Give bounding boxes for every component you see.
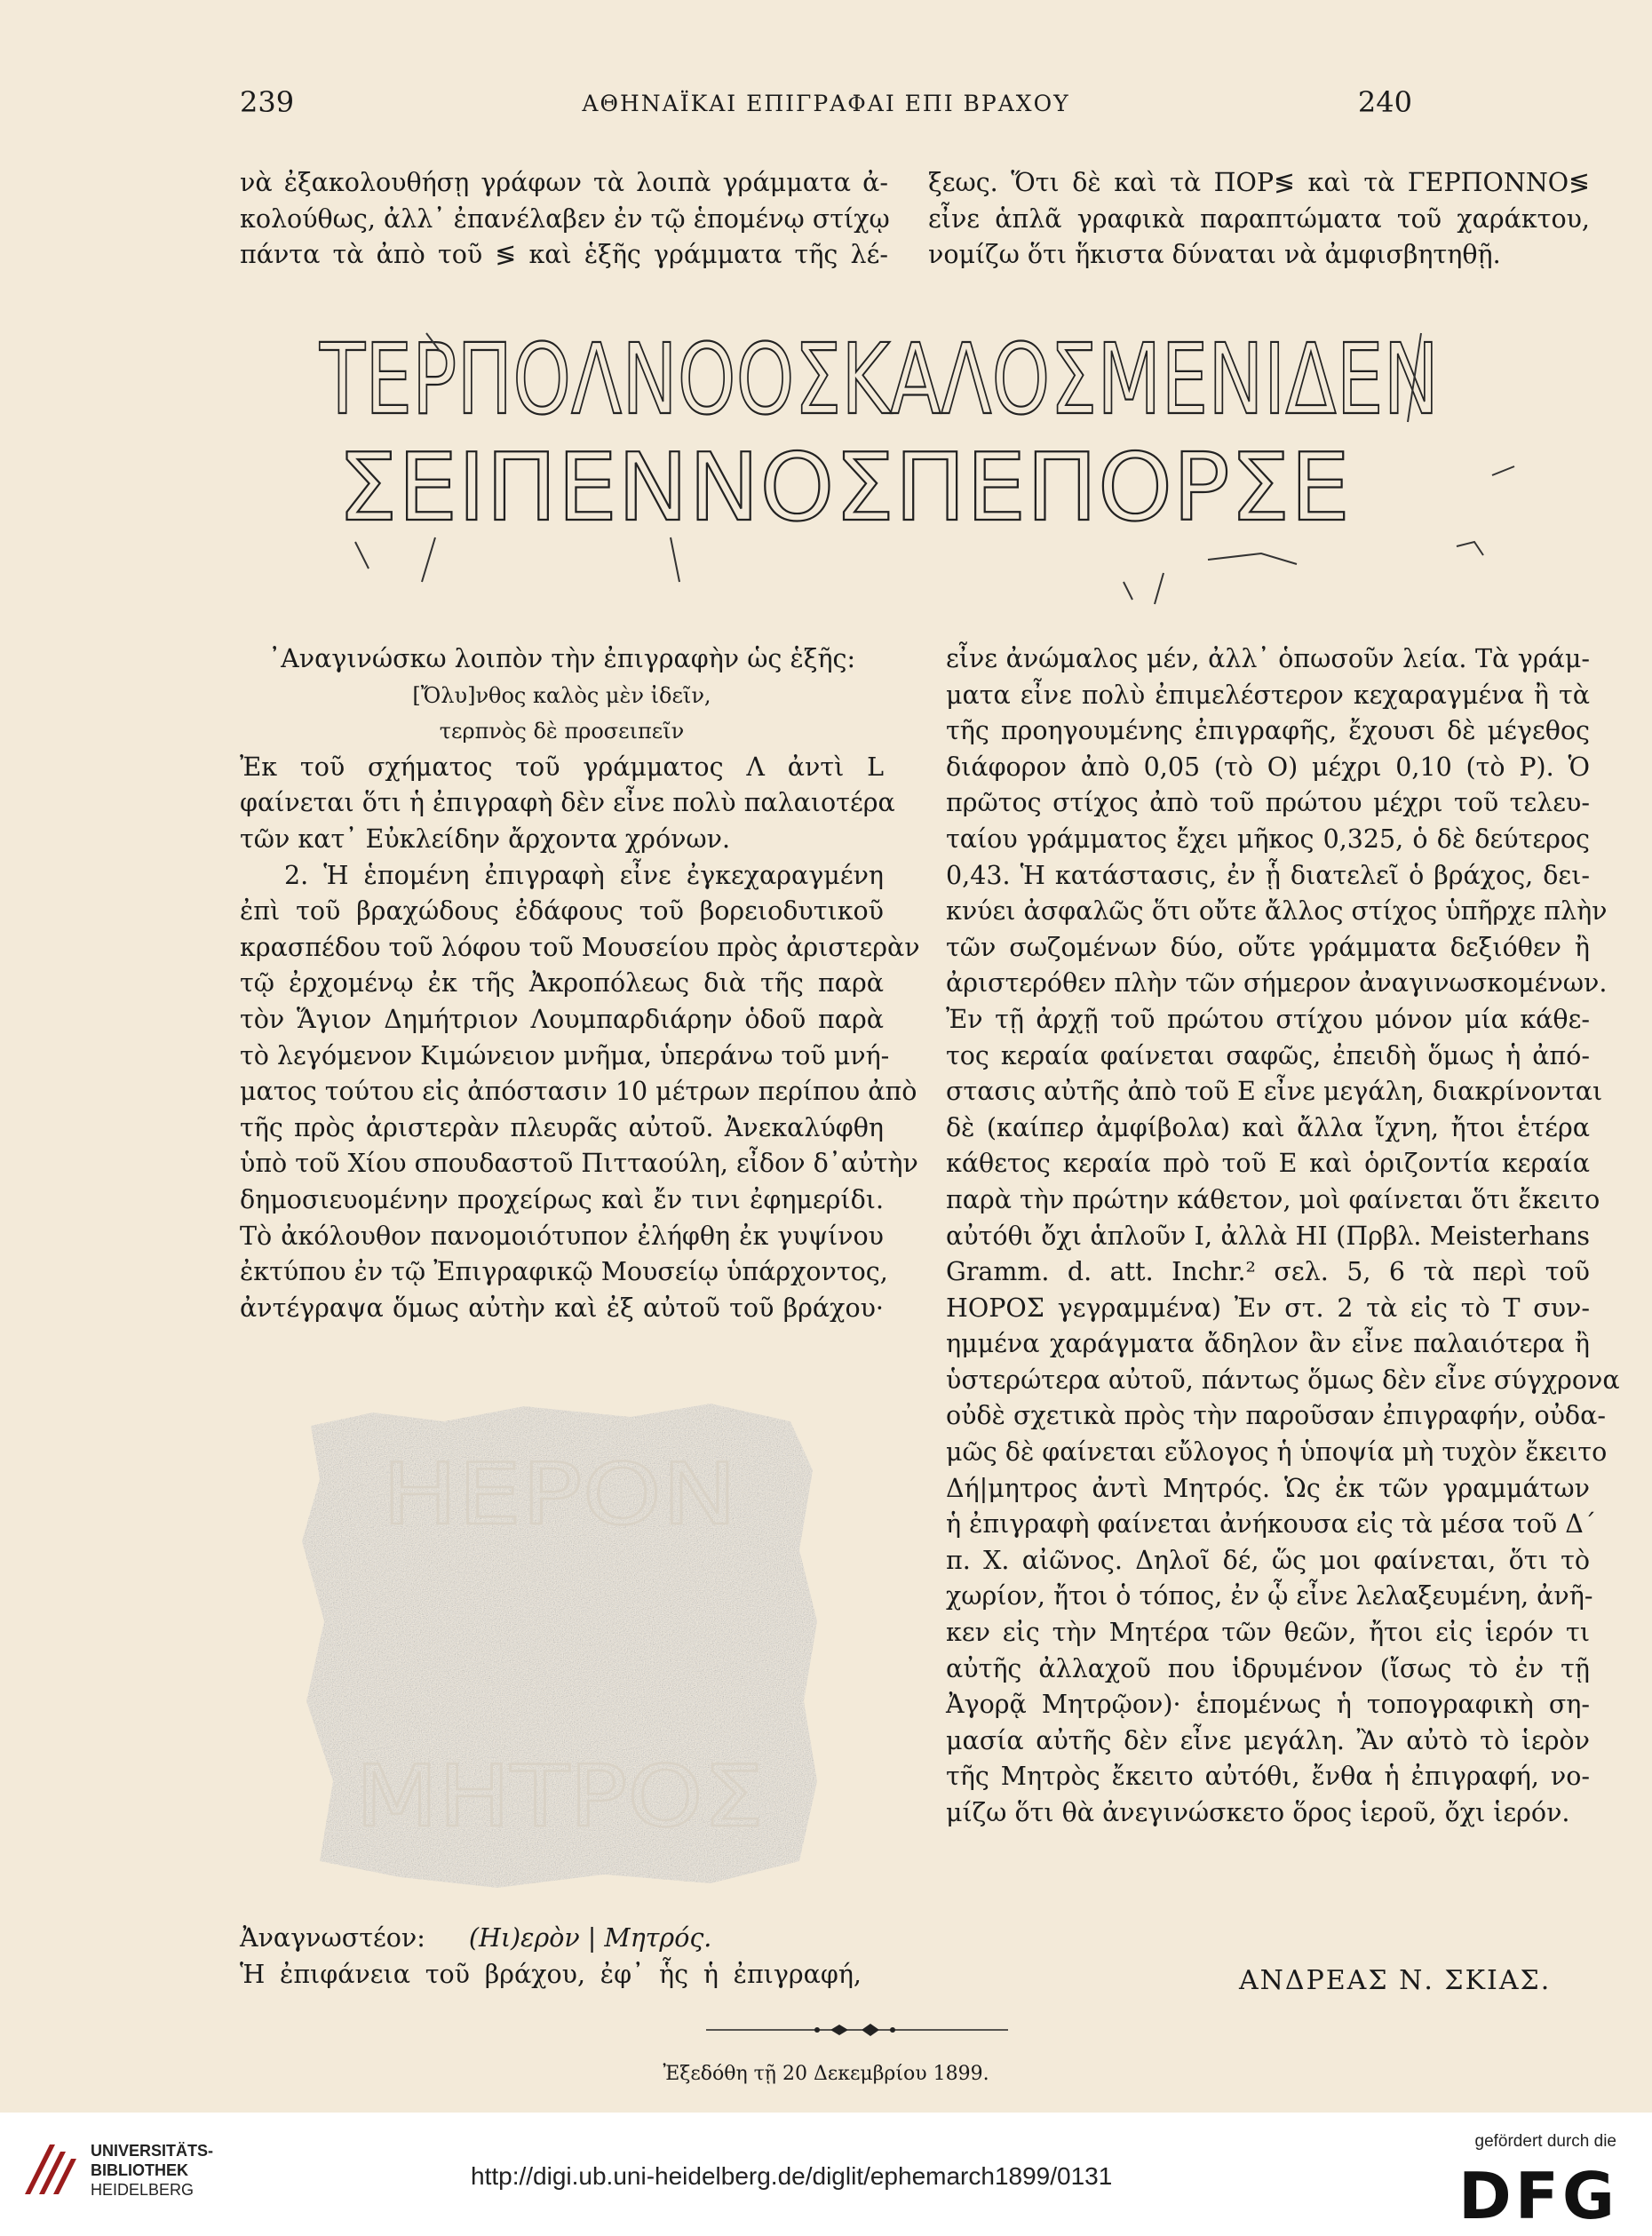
text-line: Ἐν τῇ ἀρχῇ τοῦ πρώτου στίχου μόνον μία κάθε-: [946, 1004, 1590, 1034]
mid-right-column: [946, 641, 1620, 1832]
text-line: π. Χ. αἰῶνος. Δηλοῖ δέ, ὥς μοι φαίνεται, ὅτι τὸ: [946, 1545, 1590, 1575]
publication-date: Ἐξεδόθη τῇ 20 Δεκεμβρίου 1899.: [663, 2063, 989, 2085]
text-line: ἀντέγραψα ὅμως αὐτὴν καὶ ἐξ αὐτοῦ τοῦ βράχου·: [240, 1293, 884, 1323]
text-line: τὸν Ἅγιον Δημήτριον Λουμπαρδιάρην ὁδοῦ παρὰ: [240, 1004, 884, 1034]
text-line: πάντα τὰ ἀπὸ τοῦ ≶ καὶ ἑξῆς γράμματα τῆς λέ-: [240, 240, 888, 270]
text-line: 2. Ἡ ἑπομένη ἐπιγραφὴ εἶνε ἐγκεχαραγμένη: [284, 860, 884, 890]
text-line: κρασπέδου τοῦ λόφου τοῦ Μουσείου πρὸς ἀριστερὰν: [240, 932, 920, 962]
text-line: τος κεραία φαίνεται σαφῶς, ἐπειδὴ ὅμως ἡ ἀπό-: [946, 1040, 1590, 1070]
text-line: τὸ λεγόμενον Κιμώνειον μνῆμα, ὑπεράνω τοῦ μνή-: [240, 1040, 890, 1070]
text-line: δὲ (καίπερ ἀμφίβολα) καὶ ἄλλα ἴχνη, ἤτοι ἑτέρα: [946, 1112, 1590, 1142]
text-line: ἐπὶ τοῦ βραχώδους ἐδάφους τοῦ βορειοδυτικοῦ: [240, 896, 884, 927]
inscription-line-1: ΤΕΡΠΟΛΝΟΟΣΚΑΛΟΣΜΕΝΙΔΕΝ: [319, 322, 1440, 436]
text-line: παρὰ τὴν πρώτην κάθετον, μοὶ φαίνεται ὅτι ἔκειτο: [946, 1184, 1600, 1214]
author-signature: ΑΝΔΡΕΑΣ Ν. ΣΚΙΑΣ.: [1239, 1965, 1552, 1996]
text-line: κεν εἰς τὴν Μητέρα τῶν θεῶν, ἤτοι εἰς ἱερόν τι: [946, 1618, 1590, 1648]
text-line: τῶν σωζομένων δύο, οὔτε γράμματα δεξιόθεν ἢ: [946, 932, 1590, 962]
stone-line-1: ΗΕΡΟΝ: [382, 1446, 737, 1544]
text-line: ΗΟΡΟΣ γεγραμμένα) Ἐν στ. 2 τὰ εἰς τὸ Τ συν-: [946, 1293, 1590, 1323]
text-line: αὐτῆς ἀλλαχοῦ που ἱδρυμένον (ἴσως τὸ ἐν τῇ: [946, 1653, 1590, 1683]
heidelberg-library-logo-icon: [20, 2136, 82, 2201]
dfg-logo: DFG: [1457, 2159, 1618, 2233]
text-line: μασία αὐτῆς δὲν εἶνε μεγάλη. Ἂν αὐτὸ τὸ ἱερὸν: [946, 1725, 1590, 1755]
text-line: ἀριστερόθεν πλὴν τῶν σήμερον ἀναγινωσκομένων.: [946, 968, 1608, 999]
text-line: μίζω ὅτι θὰ ἀνεγινώσκετο ὅρος ἱεροῦ, ὄχι ἱερόν.: [946, 1798, 1570, 1827]
text-line: εἶνε ἁπλᾶ γραφικὰ παραπτώματα τοῦ χαράκτου,: [928, 203, 1590, 234]
inscription-facsimile-1: [320, 315, 1528, 609]
running-title: ΑΘΗΝΑΪΚΑΙ ΕΠΙΓΡΑΦΑΙ ΕΠΙ ΒΡΑΧΟΥ: [582, 91, 1070, 116]
figure-caption: [240, 1921, 862, 1993]
text-line: 0,43. Ἡ κατάστασις, ἐν ᾗ διατελεῖ ὁ βράχος, δει-: [946, 860, 1590, 890]
funding-note: gefördert durch die: [1474, 2132, 1616, 2151]
library-name-line-2: BIBLIOTHEK: [91, 2161, 188, 2179]
text-line: κνύει ἀσφαλῶς ὅτι οὔτε ἄλλος στίχος ὑπῆρχε πλὴν: [946, 896, 1608, 927]
library-name-line-3: HEIDELBERG: [91, 2181, 195, 2199]
library-name: [91, 2141, 213, 2200]
top-right-column: [928, 165, 1590, 274]
text-line: κολούθως, ἀλλ᾽ ἐπανέλαβεν ἐν τῷ ἑπομένῳ στίχῳ: [240, 203, 890, 234]
reading-line-2: τερπνὸς δὲ προσειπεῖν: [439, 719, 685, 744]
text-line: χωρίον, ἤτοι ὁ τόπος, ἐν ᾧ εἶνε λελαξευμένη, ἀνῆ-: [946, 1581, 1593, 1611]
text-line: ημμένα χαράγματα ἄδηλον ἂν εἶνε παλαιότερα ἢ: [946, 1329, 1590, 1359]
text-line: κάθετος κεραία πρὸ τοῦ Ε καὶ ὁριζοντία κεραία: [946, 1149, 1590, 1179]
mid-left-column: [240, 641, 920, 1326]
text-line: ματα εἶνε πολὺ ἐπιμελέστερον κεχαραγμένα ἢ τὰ: [946, 680, 1590, 710]
caption-prefix: Ἀναγνωστέον:: [240, 1923, 425, 1953]
text-line: τῷ ἐρχομένῳ ἐκ τῆς Ἀκροπόλεως διὰ τῆς παρὰ: [240, 968, 884, 999]
text-line: νὰ ἐξακολουθήσῃ γράφων τὰ λοιπὰ γράμματα ἀ-: [240, 168, 888, 197]
text-line: Gramm. d. att. Inchr.² σελ. 5, 6 τὰ περὶ τοῦ: [946, 1257, 1590, 1287]
text-line: δημοσιευομένην προχείρως καὶ ἔν τινι ἐφημερίδι.: [240, 1184, 884, 1214]
text-line: ταίου γράμματος ἔχει μῆκος 0,325, ὁ δὲ δεύτερος: [946, 824, 1590, 854]
stone-line-2: ΜΗΤΡΟΣ: [355, 1748, 764, 1846]
text-line: αὐτόθι ὄχι ἁπλοῦν Ι, ἀλλὰ ΗΙ (Πρβλ. Meisterhans: [946, 1221, 1590, 1251]
library-name-line-1: UNIVERSITÄTS-: [91, 2142, 214, 2160]
text-line: ἡ ἐπιγραφὴ φαίνεται ἀνήκουσα εἰς τὰ μέσα τοῦ Δ´: [946, 1509, 1597, 1540]
text-line: τῶν κατ᾽ Εὐκλείδην ἄρχοντα χρόνων.: [240, 824, 731, 854]
text-line: φαίνεται ὅτι ἡ ἐπιγραφὴ δὲν εἶνε πολὺ παλαιοτέρα: [240, 788, 895, 818]
text-line: ἐκτύπου ἐν τῷ Ἐπιγραφικῷ Μουσείῳ ὑπάρχοντος,: [240, 1257, 888, 1287]
top-left-column: [240, 165, 888, 274]
inscription-line-2: ΣΕΙΠΕΝΝΟΣΠΕΠΟΡΣΕ: [338, 434, 1350, 542]
running-head: [240, 85, 1412, 130]
page-number-left: 239: [240, 85, 295, 119]
text-line: μῶς δὲ φαίνεται εὔλογος ἡ ὑποψία μὴ τυχὸν ἔκειτο: [946, 1437, 1608, 1468]
reading-line-1: [Ὄλυ]νθος καλὸς μὲν ἰδεῖν,: [412, 682, 711, 708]
text-line: οὐδὲ σχετικὰ πρὸς τὴν παροῦσαν ἐπιγραφήν, οὐδα-: [946, 1401, 1606, 1431]
caption-line-2: Ἡ ἐπιφάνεια τοῦ βράχου, ἐφ᾽ ἧς ἡ ἐπιγραφή,: [240, 1959, 862, 1989]
text-line: εἶνε ἀνώμαλος μέν, ἀλλ᾽ ὁπωσοῦν λεία. Τὰ γράμ-: [946, 644, 1590, 673]
text-line: Ἐκ τοῦ σχήματος τοῦ γράμματος Λ ἀντὶ L: [240, 752, 884, 782]
source-url-link[interactable]: http://digi.ub.uni-heidelberg.de/diglit/ephemarch1899/0131: [471, 2162, 1113, 2190]
reading-intro: ᾽Αναγινώσκω λοιπὸν τὴν ἐπιγραφὴν ὡς ἑξῆς:: [267, 644, 856, 673]
text-line: τῆς προηγουμένης ἐπιγραφῆς, ἔχουσι δὲ μέγεθος: [946, 716, 1590, 746]
caption-reading: (Ηι)ερὸν | Μητρός.: [468, 1923, 712, 1953]
text-line: ὑστερώτερα αὐτοῦ, πάντως ὅμως δὲν εἶνε σύγχρονα: [946, 1365, 1620, 1395]
rock-inscription-facsimile: [293, 1390, 826, 1897]
text-line: διάφορον ἀπὸ 0,05 (τὸ Ο) μέχρι 0,10 (τὸ Ρ). Ὁ: [946, 752, 1590, 782]
text-line: Ἀγορᾷ Μητρῷον)· ἑπομένως ἡ τοπογραφικὴ ση-: [946, 1690, 1590, 1720]
text-line: ξεως. Ὅτι δὲ καὶ τὰ ΠΟΡ≶ καὶ τὰ ΓΕΡΠΟΝΝΟ≶: [928, 168, 1590, 197]
page-number-right: 240: [1357, 85, 1412, 119]
text-line: πρῶτος στίχος ἀπὸ τοῦ πρώτου μέχρι τοῦ τελευ-: [946, 788, 1590, 818]
text-line: νομίζω ὅτι ἥκιστα δύναται νὰ ἀμφισβητηθῇ.: [928, 240, 1501, 270]
text-line: τῆς πρὸς ἀριστερὰν πλευρᾶς αὐτοῦ. Ἀνεκαλύφθη: [240, 1112, 884, 1142]
typographic-ornament-icon: [706, 2021, 1008, 2039]
caption-line-1: [240, 1921, 862, 1957]
text-line: στασις αὐτῆς ἀπὸ τοῦ Ε εἶνε μεγάλη, διακρίνονται: [946, 1077, 1603, 1107]
digitization-footer: [0, 2113, 1652, 2236]
text-line: Τὸ ἀκόλουθον πανομοιότυπον ἐλήφθη ἐκ γυψίνου: [240, 1221, 884, 1251]
text-line: τῆς Μητρὸς ἔκειτο αὐτόθι, ἔνθα ἡ ἐπιγραφή, νο-: [946, 1762, 1590, 1792]
text-line: Δή|μητρος ἀντὶ Μητρός. Ὡς ἐκ τῶν γραμμάτων: [946, 1473, 1590, 1503]
text-line: ὑπὸ τοῦ Χίου σπουδαστοῦ Πιτταούλη, εἶδον δ᾽αὐτὴν: [240, 1149, 918, 1179]
text-line: ματος τούτου εἰς ἀπόστασιν 10 μέτρων περίπου ἀπὸ: [240, 1077, 917, 1107]
